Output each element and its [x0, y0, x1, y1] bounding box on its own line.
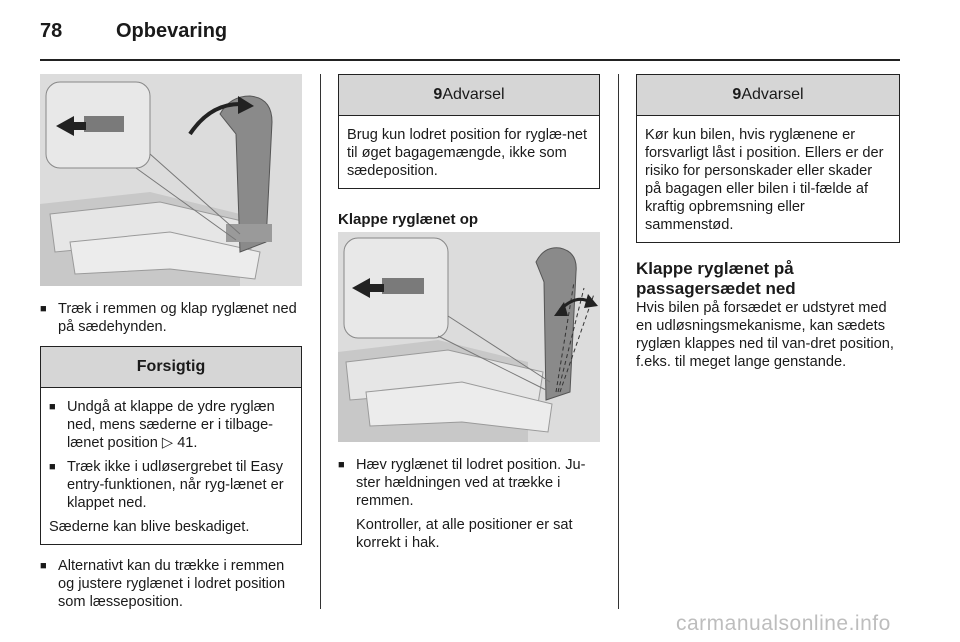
seat-fold-down-illustration [40, 74, 302, 286]
column-1 [40, 74, 302, 611]
bullet-square-icon: ■ [49, 401, 56, 413]
header-rule [40, 59, 900, 61]
seat-raise-illustration [338, 232, 600, 442]
caution-title: Forsigtig [41, 347, 301, 388]
warning-box [338, 74, 600, 189]
bullet-square-icon: ■ [338, 459, 345, 471]
bullet-square-icon: ■ [40, 560, 47, 572]
instruction-text: Træk i remmen og klap ryglænet ned på sædehynden. [58, 301, 297, 335]
bullet-square-icon: ■ [40, 303, 47, 315]
warning-symbol-icon: 9 [433, 86, 443, 103]
caution-body [41, 388, 301, 544]
instruction-fold-down [40, 300, 302, 336]
caution-item [49, 398, 293, 452]
page-number: 78 [40, 20, 63, 42]
warning-symbol-icon: 9 [732, 86, 742, 103]
caution-note: Sæderne kan blive beskadiget. [49, 519, 250, 535]
column-divider [618, 74, 619, 609]
watermark: carmanualsonline.info [676, 612, 891, 635]
section-heading: Klappe ryglænet på passagersædet ned [636, 259, 796, 298]
caution-box [40, 346, 302, 545]
warning-title [637, 75, 899, 116]
seat-fold-down-drawing [40, 74, 302, 286]
warning-box [636, 74, 900, 243]
bullet-square-icon: ■ [49, 461, 56, 473]
warning-title-text: Advarsel [442, 86, 505, 103]
warning-title [339, 75, 599, 116]
warning-title-text: Advarsel [741, 86, 804, 103]
column-2 [338, 74, 600, 552]
instruction-raise [338, 456, 600, 510]
instruction-text: Alternativt kan du trække i remmen og justere ryglænet i lodret position som læsseposition. [58, 558, 286, 610]
warning-text: Brug kun lodret position for ryglæ-net til øget bagagemængde, ikke som sædeposition. [347, 127, 588, 179]
instruction-check: Kontroller, at alle positioner er sat korrekt i hak. [356, 517, 573, 551]
caution-item [49, 458, 293, 512]
seat-raise-drawing [338, 232, 600, 442]
warning-text: Kør kun bilen, hvis ryglænene er forsvarligt låst i position. Ellers er der risiko for personskader eller skader på bagagen eller bilen i til-fælde af kraftig opbremsning eller sammenstød. [645, 127, 884, 233]
page-title: Opbevaring [116, 20, 228, 42]
instruction-text: Hæv ryglænet til lodret position. Ju-ster hældningen ved at trække i remmen. [356, 457, 586, 509]
instruction-alternative [40, 557, 302, 611]
caution-item-text: Træk ikke i udløsergrebet til Easy entry-funktionen, når ryg-lænet er klappet ned. [67, 459, 284, 511]
column-divider [320, 74, 321, 609]
section-paragraph: Hvis bilen på forsædet er udstyret med en udløsningsmekanisme, kan sædets ryglæn klappes ned til van-dret position, f.eks. til meget lange genstande. [636, 300, 894, 370]
column-3 [636, 74, 900, 371]
page-header [40, 14, 920, 58]
caution-item-text: Undgå at klappe de ydre ryglæn ned, mens sæderne er i tilbage-lænet position ▷ 41. [67, 399, 275, 451]
section-subheading: Klappe ryglænet op [338, 211, 479, 228]
